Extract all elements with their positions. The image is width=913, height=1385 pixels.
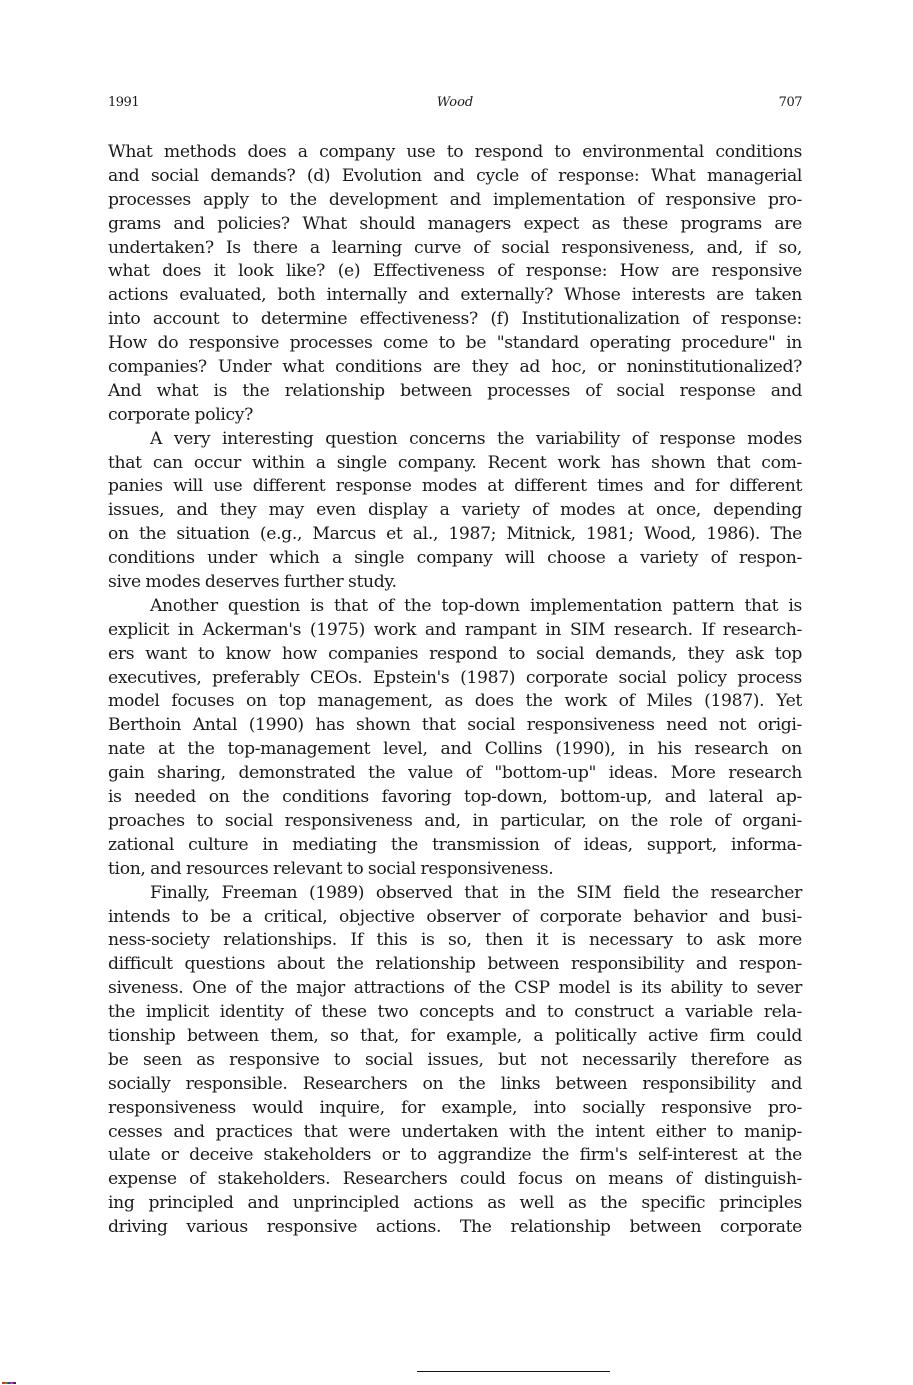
text-line: that can occur within a single company. Recent work has shown that com- [108, 452, 802, 473]
text-line: ness-society relationships. If this is so, then it is necessary to ask more [108, 930, 802, 951]
text-line: gain sharing, demonstrated the value of "bottom-up" ideas. More research [108, 763, 802, 784]
text-line: Finally, Freeman (1989) observed that in the SIM field the researcher [150, 882, 802, 903]
text-line: intends to be a critical, objective observer of corporate behavior and busi- [108, 906, 802, 927]
paragraph [108, 428, 802, 595]
footnote-rule [417, 1371, 610, 1372]
text-line: executives, preferably CEOs. Epstein's (1987) corporate social policy process [108, 667, 802, 688]
text-line: corporate policy? [108, 404, 253, 425]
text-line: into account to determine effectiveness? (f) Institutionalization of response: [108, 309, 802, 330]
text-line: grams and policies? What should managers expect as these programs are [108, 213, 802, 234]
text-line: What methods does a company use to respond to environmental conditions [108, 142, 802, 162]
text-line: tionship between them, so that, for example, a politically active firm could [108, 1025, 802, 1046]
scan-color-mark [2, 1382, 16, 1384]
text-line: ing principled and unprincipled actions as well as the specific principles [108, 1193, 802, 1214]
text-line: and social demands? (d) Evolution and cycle of response: What managerial [108, 165, 802, 186]
text-line: companies? Under what conditions are they ad hoc, or noninstitutionalized? [108, 357, 802, 378]
text-line: proaches to social responsiveness and, in particular, on the role of organi- [108, 810, 802, 831]
text-line: expense of stakeholders. Researchers could focus on means of distinguish- [108, 1169, 802, 1190]
text-line: ulate or deceive stakeholders or to aggrandize the firm's self-interest at the [108, 1145, 802, 1166]
text-line: difficult questions about the relationship between responsibility and respon- [108, 954, 802, 975]
paragraph [108, 882, 802, 1240]
text-line: zational culture in mediating the transmission of ideas, support, informa- [108, 834, 802, 855]
text-line: siveness. One of the major attractions of the CSP model is its ability to sever [108, 978, 802, 999]
text-line: model focuses on top management, as does the work of Miles (1987). Yet [108, 691, 802, 712]
text-line: ers want to know how companies respond to social demands, they ask top [108, 643, 802, 664]
text-line: cesses and practices that were undertaken with the intent either to manip- [108, 1121, 802, 1142]
text-line: Berthoin Antal (1990) has shown that social responsiveness need not origi- [108, 715, 802, 736]
text-line: conditions under which a single company will choose a variety of respon- [108, 548, 802, 569]
running-head-year: 1991 [108, 95, 140, 110]
text-line: How do responsive processes come to be "standard operating procedure" in [108, 333, 802, 354]
text-line: panies will use different response modes at different times and for different [108, 476, 802, 497]
text-line: responsiveness would inquire, for example, into socially responsive pro- [108, 1097, 802, 1118]
text-line: is needed on the conditions favoring top-down, bottom-up, and lateral ap- [108, 787, 802, 808]
text-line: issues, and they may even display a variety of modes at once, depending [108, 500, 802, 521]
running-head-author: Wood [436, 95, 474, 110]
text-line: the implicit identity of these two concepts and to construct a variable rela- [108, 1002, 802, 1023]
text-line: what does it look like? (e) Effectiveness of response: How are responsive [108, 261, 802, 282]
text-line: undertaken? Is there a learning curve of social responsiveness, and, if so, [108, 237, 802, 258]
text-line: socially responsible. Researchers on the links between responsibility and [108, 1073, 802, 1094]
text-line: on the situation (e.g., Marcus et al., 1987; Mitnick, 1981; Wood, 1986). The [108, 524, 802, 545]
text-line: processes apply to the development and implementation of responsive pro- [108, 189, 802, 210]
text-line: sive modes deserves further study. [108, 572, 397, 593]
text-line: actions evaluated, both internally and externally? Whose interests are taken [108, 285, 802, 306]
paragraph [108, 595, 802, 882]
text-line: A very interesting question concerns the variability of response modes [150, 428, 802, 449]
text-line: be seen as responsive to social issues, but not necessarily therefore as [108, 1049, 802, 1070]
text-line: And what is the relationship between processes of social response and [108, 380, 802, 401]
text-line: driving various responsive actions. The relationship between corporate [108, 1217, 802, 1238]
text-line: nate at the top-management level, and Collins (1990), in his research on [108, 739, 802, 760]
paragraph [108, 141, 802, 428]
running-head [108, 94, 802, 112]
text-line: explicit in Ackerman's (1975) work and rampant in SIM research. If research- [108, 619, 802, 640]
article-body [108, 141, 802, 1240]
page-number: 707 [778, 95, 802, 110]
text-line: Another question is that of the top-down implementation pattern that is [150, 595, 802, 616]
text-line: tion, and resources relevant to social responsiveness. [108, 858, 554, 879]
